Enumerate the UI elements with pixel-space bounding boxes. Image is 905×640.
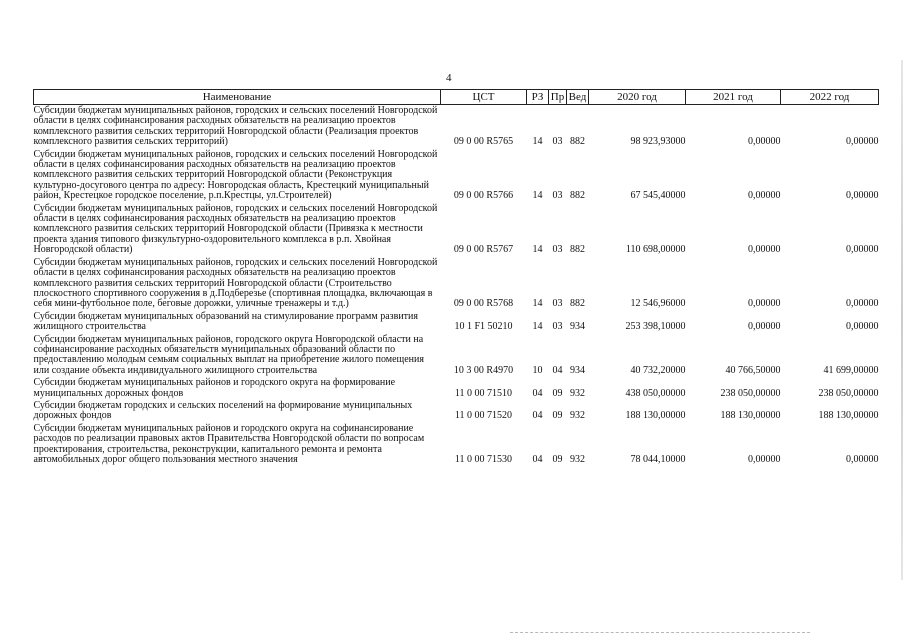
row-pr: 09 — [552, 454, 563, 465]
row-pr: 04 — [552, 364, 563, 376]
row-cst: 09 0 00 R5765 — [453, 136, 514, 148]
row-2020: 40 732,20000 — [630, 364, 686, 376]
row-ved: 934 — [570, 321, 585, 333]
header-2021: 2021 год — [686, 90, 781, 105]
row-2020: 67 545,40000 — [630, 190, 686, 202]
scan-edge-shadow — [901, 60, 903, 580]
row-cst: 11 0 00 71520 — [454, 410, 513, 422]
header-rz: РЗ — [527, 90, 549, 105]
row-ved: 882 — [570, 190, 585, 202]
row-2020: 110 698,00000 — [625, 244, 686, 256]
row-2020: 98 923,93000 — [630, 136, 686, 148]
table-header-row — [34, 90, 879, 105]
row-name: Субсидии бюджетам муниципальных районов и городского округа на софинансирование расходов по реализации правовых актов Правительства Новгородской области по вопросам проектирования, строительства, реконструкции, капитального ремонта и ремонта автомобильных дорог общего пользования местного значения — [33, 422, 425, 465]
row-2021: 0,00000 — [748, 136, 781, 148]
scan-footer-noise — [510, 632, 810, 635]
row-ved: 934 — [570, 364, 585, 376]
table-row — [34, 149, 879, 203]
row-2022: 41 699,00000 — [823, 364, 879, 376]
table-row — [34, 257, 879, 311]
row-rz: 14 — [532, 244, 543, 256]
row-2021: 0,00000 — [748, 190, 781, 202]
row-2020: 438 050,00000 — [625, 387, 686, 399]
page-number: 4 — [446, 72, 452, 84]
row-2020: 253 398,10000 — [625, 321, 686, 333]
row-name: Субсидии бюджетам муниципальных районов, городских и сельских поселений Новгородской области в целях софинансирования расходных обязательств на реализацию проектов комплексного развития сельских территорий Новгородской области (Строительство плоскостного спортивного сооружения в д.Подберезье (спортивная площадка, включающая в себя мини-футбольное поле, беговые дорожки, уличные тренажеры и т.д.) — [33, 256, 438, 310]
header-2020: 2020 год — [589, 90, 686, 105]
row-ved: 882 — [570, 298, 585, 310]
row-2022: 0,00000 — [846, 136, 879, 148]
row-ved: 932 — [570, 387, 585, 399]
row-2021: 0,00000 — [748, 244, 781, 256]
row-name: Субсидии бюджетам муниципальных районов, городских и сельских поселений Новгородской области в целях софинансирования расходных обязательств на реализацию проектов комплексного развития сельских территорий Новгородской области (Реализация проектов комплексного развития сельских территорий) — [33, 105, 438, 148]
row-2022: 238 050,00000 — [818, 387, 879, 399]
header-pr: Пр — [549, 90, 567, 105]
table-row — [34, 423, 879, 467]
row-2022: 0,00000 — [846, 244, 879, 256]
row-cst: 10 3 00 R4970 — [453, 364, 514, 376]
row-cst: 09 0 00 R5766 — [453, 190, 514, 202]
row-2021: 188 130,00000 — [720, 410, 781, 422]
table-row — [34, 334, 879, 378]
row-rz: 10 — [532, 364, 543, 376]
row-2021: 238 050,00000 — [720, 387, 781, 399]
row-2020: 12 546,96000 — [630, 298, 686, 310]
table-row — [34, 203, 879, 257]
row-rz: 04 — [532, 410, 543, 422]
row-2021: 0,00000 — [748, 321, 781, 333]
row-rz: 14 — [532, 136, 543, 148]
row-cst: 11 0 00 71510 — [454, 387, 513, 399]
row-pr: 09 — [552, 387, 563, 399]
row-pr: 03 — [552, 298, 563, 310]
table-row — [34, 311, 879, 334]
row-rz: 14 — [532, 298, 543, 310]
row-name: Субсидии бюджетам муниципальных районов, городских и сельских поселений Новгородской области в целях софинансирования расходных обязательств на реализацию проектов комплексного развития сельских территорий Новгородской области (Привязка к местности проекта здания типового физкультурно-оздоровительного комплекса в р.п. Хвойная Новгородской области) — [33, 202, 438, 256]
row-cst: 10 1 F1 50210 — [454, 321, 513, 333]
row-rz: 14 — [532, 190, 543, 202]
budget-table — [33, 89, 879, 466]
row-2020: 78 044,10000 — [630, 454, 686, 465]
table-row — [34, 105, 879, 149]
table-row — [34, 377, 879, 400]
row-rz: 04 — [532, 454, 543, 465]
row-cst: 11 0 00 71530 — [454, 454, 513, 465]
row-2021: 0,00000 — [748, 454, 781, 465]
row-cst: 09 0 00 R5768 — [453, 298, 514, 310]
row-pr: 09 — [552, 410, 563, 422]
row-2021: 40 766,50000 — [725, 364, 781, 376]
row-2022: 188 130,00000 — [818, 410, 879, 422]
row-rz: 04 — [532, 387, 543, 399]
row-2021: 0,00000 — [748, 298, 781, 310]
header-name: Наименование — [34, 90, 441, 105]
row-ved: 882 — [570, 136, 585, 148]
row-name: Субсидии бюджетам муниципальных районов, городского округа Новгородской области на софинансирование расходных обязательств муниципальных образований области по предоставлению молодым семьям социальных выплат на приобретение жилого помещения или создание объекта индивидуального жилищного строительства — [33, 333, 424, 376]
header-cst: ЦСТ — [441, 90, 527, 105]
row-pr: 03 — [552, 244, 563, 256]
row-ved: 882 — [570, 244, 585, 256]
header-2022: 2022 год — [781, 90, 879, 105]
row-2022: 0,00000 — [846, 454, 879, 465]
row-name: Субсидии бюджетам муниципальных районов и городского округа на формирование муниципальных дорожных фондов — [33, 377, 396, 399]
row-ved: 932 — [570, 410, 585, 422]
row-2020: 188 130,00000 — [625, 410, 686, 422]
row-pr: 03 — [552, 136, 563, 148]
row-pr: 03 — [552, 190, 563, 202]
row-2022: 0,00000 — [846, 321, 879, 333]
row-2022: 0,00000 — [846, 190, 879, 202]
row-cst: 09 0 00 R5767 — [453, 244, 514, 256]
row-name: Субсидии бюджетам муниципальных образований на стимулирование программ развития жилищного строительства — [33, 310, 418, 333]
row-pr: 03 — [552, 321, 563, 333]
header-ved: Вед — [567, 90, 589, 105]
row-ved: 932 — [570, 454, 585, 465]
row-name: Субсидии бюджетам городских и сельских поселений на формирование муниципальных дорожных фондов — [33, 399, 413, 422]
row-name: Субсидии бюджетам муниципальных районов, городских и сельских поселений Новгородской области в целях софинансирования расходных обязательств на реализацию проектов комплексного развития сельских территорий Новгородской области (Реконструкция культурно-досугового центра по адресу: Новгородская область, Крестецкий муниципальный район, Крестецкое городское поселение, р.п.Крестцы, ул.Строителей) — [33, 148, 438, 202]
table-row — [34, 400, 879, 423]
row-rz: 14 — [532, 321, 543, 333]
row-2022: 0,00000 — [846, 298, 879, 310]
